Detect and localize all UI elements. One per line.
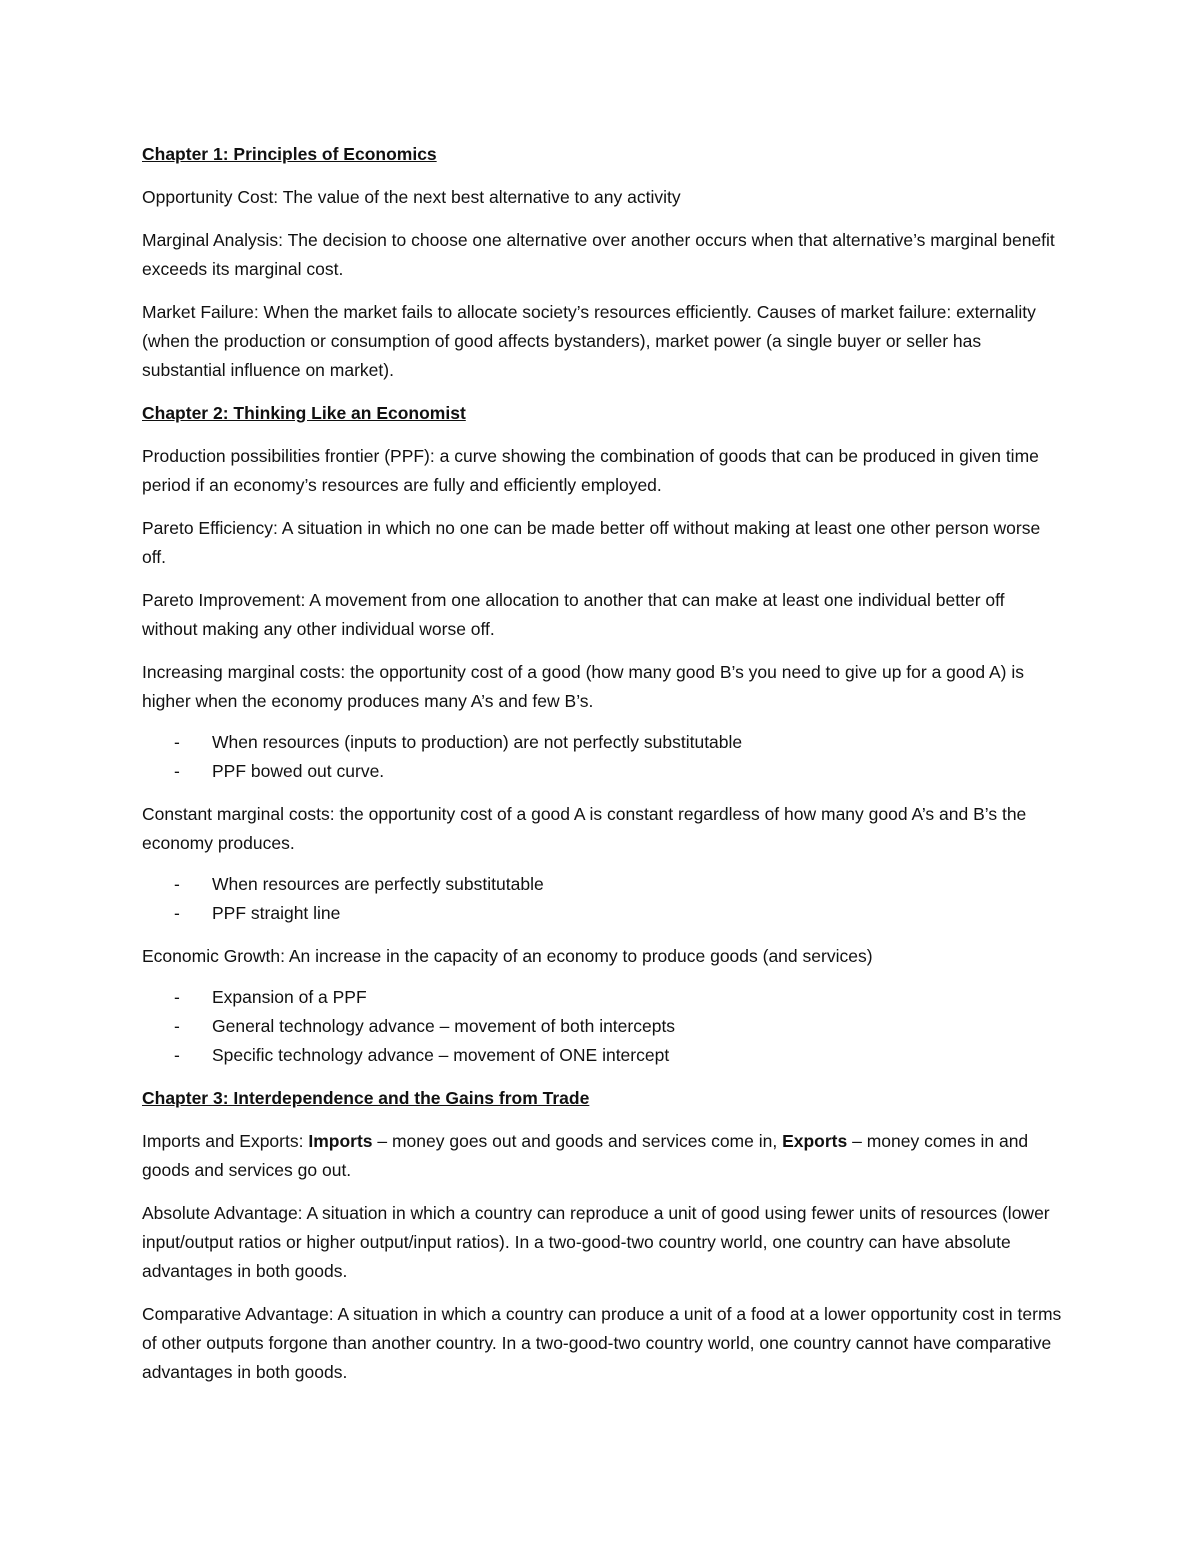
- constant-costs-list: [142, 870, 1062, 928]
- bullet-dash: -: [174, 874, 180, 894]
- bullet-dash: -: [174, 987, 180, 1007]
- chapter-2-heading: Chapter 2: Thinking Like an Economist: [142, 403, 466, 423]
- list-item-text: When resources (inputs to production) are not perfectly substitutable: [212, 732, 743, 752]
- pareto-efficiency-paragraph: Pareto Efficiency: A situation in which no one can be made better off without making at least one other person worse off.: [142, 518, 1041, 567]
- opportunity-cost-paragraph: Opportunity Cost: The value of the next best alternative to any activity: [142, 187, 681, 207]
- list-item-text: Specific technology advance – movement of ONE intercept: [212, 1045, 670, 1065]
- pareto-improvement-paragraph: Pareto Improvement: A movement from one allocation to another that can make at least one individual better off without making any other individual worse off.: [142, 590, 1005, 639]
- bullet-dash: -: [174, 903, 180, 923]
- list-item-text: PPF bowed out curve.: [212, 761, 385, 781]
- exports-term: Exports: [782, 1131, 848, 1151]
- list-item-text: PPF straight line: [212, 903, 341, 923]
- list-item-text: General technology advance – movement of both intercepts: [212, 1016, 676, 1036]
- absolute-advantage-paragraph: Absolute Advantage: A situation in which a country can reproduce a unit of good using fewer units of resources (lower input/output ratios or higher output/input ratios). In a two-good-two country world, one country can have absolute advantages in both goods.: [142, 1203, 1050, 1281]
- increasing-marginal-costs-paragraph: Increasing marginal costs: the opportunity cost of a good (how many good B’s you need to give up for a good A) is higher when the economy produces many A’s and few B’s.: [142, 662, 1025, 711]
- list-item-text: When resources are perfectly substitutable: [212, 874, 544, 894]
- increasing-costs-list: [142, 728, 1062, 786]
- bullet-dash: -: [174, 1045, 180, 1065]
- bullet-dash: -: [174, 761, 180, 781]
- exports-definition: – money comes in and goods and services go out.: [142, 1131, 1029, 1180]
- list-item: [142, 983, 1062, 1012]
- constant-marginal-costs-paragraph: Constant marginal costs: the opportunity cost of a good A is constant regardless of how many good A’s and B’s the economy produces.: [142, 804, 1027, 853]
- list-item: [142, 1041, 1062, 1070]
- chapter-3-heading: Chapter 3: Interdependence and the Gains from Trade: [142, 1088, 590, 1108]
- marginal-analysis-paragraph: Marginal Analysis: The decision to choose one alternative over another occurs when that alternative’s marginal benefit exceeds its marginal cost.: [142, 230, 1055, 279]
- market-failure-paragraph: Market Failure: When the market fails to allocate society’s resources efficiently. Causes of market failure: externality (when the production or consumption of good affects bystanders), market power (a single buyer or seller has substantial influence on market).: [142, 302, 1036, 380]
- ppf-paragraph: Production possibilities frontier (PPF): a curve showing the combination of goods that can be produced in given time period if an economy’s resources are fully and efficiently employed.: [142, 446, 1039, 495]
- chapter-1-heading: Chapter 1: Principles of Economics: [142, 144, 437, 164]
- imports-term: Imports: [308, 1131, 373, 1151]
- document-page: [142, 140, 1062, 1401]
- imports-definition: – money goes out and goods and services come in,: [372, 1131, 783, 1151]
- list-item: [142, 757, 1062, 786]
- list-item-text: Expansion of a PPF: [212, 987, 367, 1007]
- economic-growth-list: [142, 983, 1062, 1070]
- economic-growth-paragraph: Economic Growth: An increase in the capacity of an economy to produce goods (and services): [142, 946, 873, 966]
- bullet-dash: -: [174, 732, 180, 752]
- list-item: [142, 1012, 1062, 1041]
- list-item: [142, 728, 1062, 757]
- imports-exports-paragraph: [142, 1127, 1062, 1185]
- list-item: [142, 899, 1062, 928]
- comparative-advantage-paragraph: Comparative Advantage: A situation in which a country can produce a unit of a food at a lower opportunity cost in terms of other outputs forgone than another country. In a two-good-two country world, one country cannot have comparative advantages in both goods.: [142, 1304, 1062, 1382]
- bullet-dash: -: [174, 1016, 180, 1036]
- list-item: [142, 870, 1062, 899]
- imports-exports-lead: Imports and Exports:: [142, 1131, 309, 1151]
